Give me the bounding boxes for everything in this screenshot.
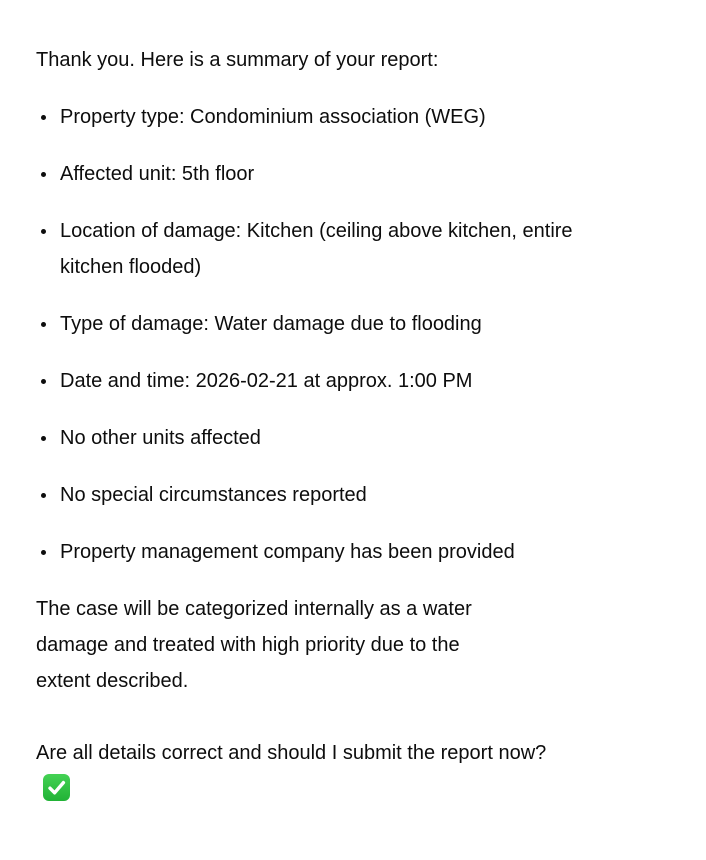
list-item-affected-unit xyxy=(36,156,662,192)
categorization-text: The case will be categorized internally as a water damage and treated with high priority due to the extent described. xyxy=(36,598,472,692)
list-item-text: Affected unit: 5th floor xyxy=(60,163,255,185)
list-item-special-circumstances xyxy=(36,477,662,513)
list-item-text: Property management company has been provided xyxy=(60,541,515,563)
closing-question xyxy=(36,735,556,807)
list-item-damage-location xyxy=(36,213,662,285)
list-item-text: Property type: Condominium association (WEG) xyxy=(60,106,486,128)
list-item-text: No special circumstances reported xyxy=(60,484,367,506)
list-item-property-type xyxy=(36,99,662,135)
list-item-date-time xyxy=(36,363,662,399)
closing-question-text: Are all details correct and should I submit the report now? xyxy=(36,742,547,764)
list-item-other-units xyxy=(36,420,662,456)
list-item-property-management xyxy=(36,534,662,570)
list-item-text: No other units affected xyxy=(60,427,261,449)
summary-intro-text: Thank you. Here is a summary of your report: xyxy=(36,49,439,71)
check-mark-emoji xyxy=(43,774,70,801)
list-item-text: Location of damage: Kitchen (ceiling above kitchen, entire kitchen flooded) xyxy=(60,220,573,278)
list-item-text: Date and time: 2026-02-21 at approx. 1:00 PM xyxy=(60,370,473,392)
list-item-text: Type of damage: Water damage due to flooding xyxy=(60,313,482,335)
report-summary-list xyxy=(36,99,662,570)
list-item-damage-type xyxy=(36,306,662,342)
